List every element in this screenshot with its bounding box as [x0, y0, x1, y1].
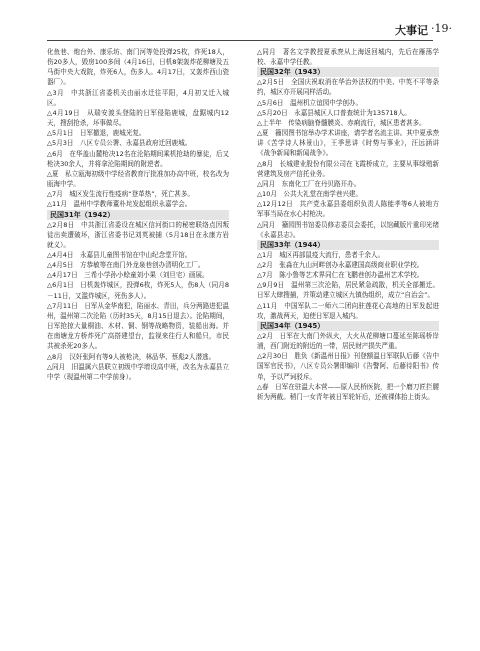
event-entry: △2月 张淼在九山河畔创办永嘉建国高级商业职业学校。: [257, 260, 424, 269]
event-entry: △2月30日 胜负《新温州日报》刊登额温日军联队后藤《告中国军官民书》，八区专员公署即编印《告警阿、后藤待阳书》传单，予以严词驳斥。: [257, 352, 439, 381]
header-rule: [47, 40, 433, 41]
event-entry: △11月 中国军队二一师六二团向驻莲花心高地的日军发起进攻，激战两天，迫使日军退入城内。: [257, 301, 439, 320]
event-entry: △4月5日 方恭敏等在南门外龙泉巷创办清明化工厂。: [47, 261, 205, 270]
event-entry: △9月9日 温州第三次沦陷，居民紧急疏散，机关全部搬迁。日军大肆搜捕，并策动建立城区九镇伪组织，成立“自治会”。: [257, 281, 439, 300]
running-title: 大事记: [395, 24, 428, 37]
event-entry: △7月 城区发生流行性疫病“登革热”，死亡甚多。: [47, 190, 194, 199]
page-number: ·19·: [431, 22, 452, 35]
event-entry: △4月19日 从瑞安渡头登陆的日军侵陷鹿城，盘踞城内12天，搜刮抢杀，坏事做尽。: [47, 108, 229, 128]
event-entry: △6月 在华盖山麓枪决12名在沦陷期间乘机抢劫的暴徒，后又枪决30余人，并将拿沦陷期间的附逆者。: [47, 149, 229, 168]
event-entry: △同月 东南化工厂在丹贝路开办。: [257, 179, 361, 188]
year-heading: 民国32年（1943）: [257, 67, 439, 77]
event-entry: △7月 陈小鲁等艺术界同仁在飞鹏巷创办温州艺术学校。: [257, 271, 424, 280]
event-entry: 化鱼巷、炮台外、康乐坊、南门河等处投弹25枚，炸死18人，伤20多人，毁房100多间（4月16日，日机8架轰炸花柳塘及五马街中央大戏院，炸死6人，伤多人。4月17日，又轰炸西山瓷器厂）。: [47, 48, 229, 87]
event-entry: △4月4日 永嘉县儿童图书馆在中山纪念堂开馆。: [47, 250, 192, 259]
event-entry: △12月12日 共产党永嘉县委组织负责人陈能孝等6人被地方军事当局在水心村枪决。: [257, 200, 439, 219]
event-entry: △5月6日 温州机立谊园中学创办。: [257, 98, 363, 107]
left-column: [47, 47, 229, 382]
event-entry: △10月 公共大礼堂在南学巷兴建。: [257, 190, 363, 199]
event-entry: △6月1日 日机轰炸城区，投弹6枚，炸死5人，伤8人（同月8－11日，又滥炸城区，死伤多人）。: [47, 281, 229, 300]
year-heading: 民国33年（1944）: [257, 240, 439, 250]
event-entry: △11月 温州中学教师董朴垞发起组织永嘉学会。: [47, 200, 192, 209]
event-entry: △7月11日 日军从金华南犯，陷丽水、青田，兵分两路进犯温州，温州第二次沦陷（历时35天，8月15日退去）。沦陷期间，日军抢掠大量桐油、木材、铜、钢等战略物资，装船出海。并在南塘龙方桥炸死广高搭建望台，监视来往行人和船只，市民共被杀死20多人。: [47, 301, 229, 351]
event-entry: △5月1日 日军撤退，鹿城光复。: [47, 129, 146, 138]
year-heading: 民国34年（1945）: [257, 321, 439, 331]
event-entry: △夏 私立瓯海初级中学经省教育厅批准加办高中班，校名改为瓯海中学。: [47, 169, 229, 189]
event-entry: △春 日军在驻温大本营——原人民桥医院，把一个磨刀匠拦腰斩为两截。稍门一女青年被日军轮奸后，还被裸体抬上街头。: [257, 382, 439, 401]
right-column: [257, 47, 439, 402]
event-entry: △上半年 传染病脑脊髓膜炎、赤痢流行，城区患者甚多。: [257, 118, 426, 127]
event-entry: △同月 籀园图书馆委员修志委员会委托，以馆藏版片重印光绪《永嘉县志》。: [257, 220, 439, 239]
event-entry: △3月 中共浙江省委机关由丽水迁往平阳，4月初又迁入城区。: [47, 88, 229, 107]
event-entry: △8月 长城建业股份有限公司在飞霞桥成立，主要从事绿殖新营建筑及房产信托业务。: [257, 159, 439, 178]
event-entry: △同月 旧温属六县联立初级中学增设高中班，改名为永嘉县立中学（现温州第二中学前身）。: [47, 362, 229, 381]
event-entry: △1月 城区再部鼠疫大流行，患者千余人。: [257, 250, 385, 259]
event-entry: △2月5日 全国庆祝取消在华治外法权的中美、中英不平等条约，城区亦开展同样活动。: [257, 78, 439, 97]
event-entry: △5月3日 八区专员公署、永嘉县政府迁回鹿城。: [47, 139, 192, 148]
event-entry: △夏 籀园图书馆举办学术讲座，请学者名流主讲。其中夏承焘讲《苦学诗人林景山》，王季思讲《时势与事业》，汪远涵讲《战争新闻和新闻战争》。: [257, 129, 439, 158]
page-header: [0, 0, 480, 36]
event-entry: △8月 汉奸张阿有等9人被枪决，林品华、蔡彪2人潜逃。: [47, 352, 216, 361]
event-entry: △2月 日军在大南门外纵火，大火从花柳塘口蔓延至陈瑶桥岸浦，西门附近的附近的一带，居民财产损失严重。: [257, 331, 439, 351]
event-entry: △2月8日 中共浙江省委设在城区信河街口的秘密联络点因叛徒出卖遭破坏，浙江省委书记刘英被捕（5月18日在永康方岩就义）。: [47, 220, 229, 249]
year-heading: 民国31年（1942）: [47, 210, 229, 220]
event-entry: △5月20日 永嘉县城区人口普查统计为135718人。: [257, 108, 411, 117]
event-entry: △4月17日 三希小学孙小赊童刘小果（刘旦宅）画展。: [47, 271, 209, 280]
event-entry: △同月 著名文学教授夏承焘从上海返回城内，先后在雁荡学校、永嘉中学任教。: [257, 48, 439, 67]
